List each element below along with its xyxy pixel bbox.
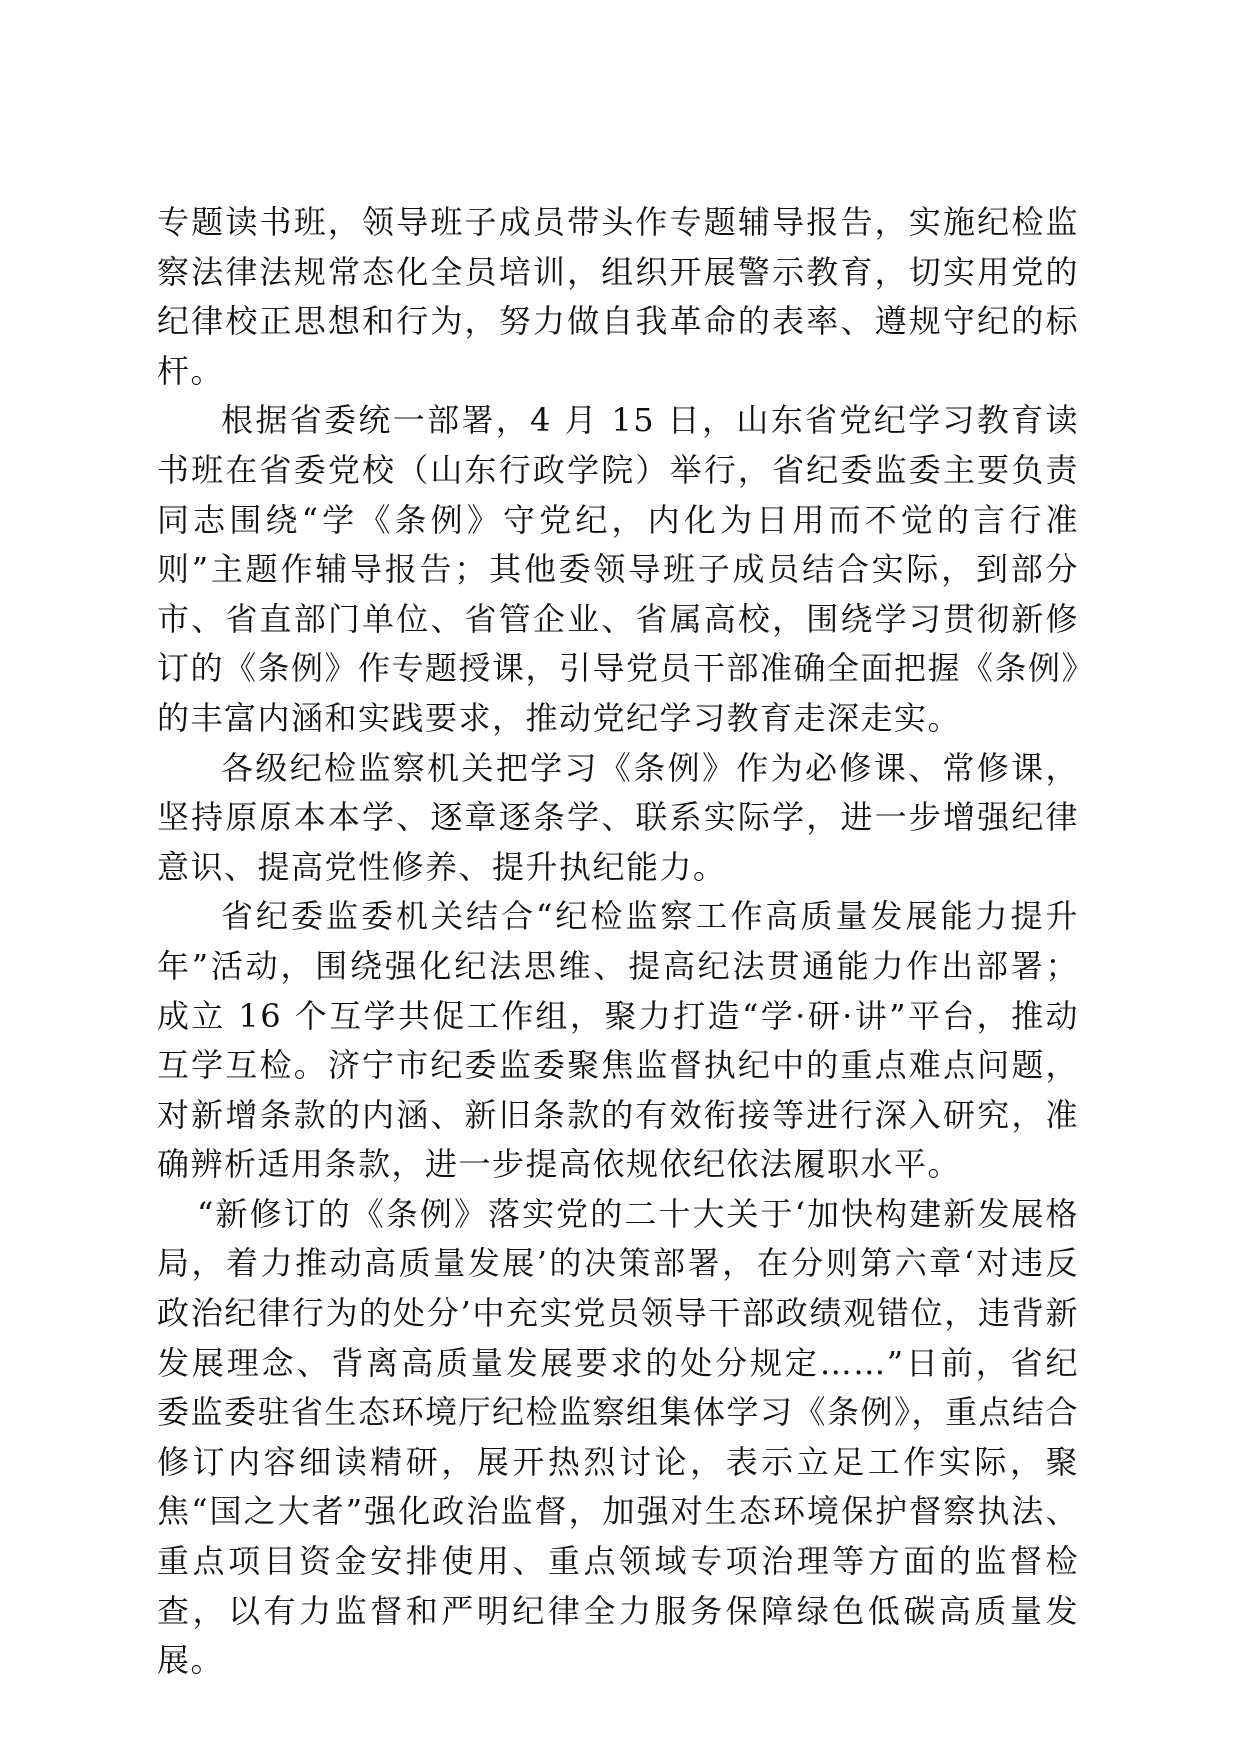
paragraph-1: 专题读书班，领导班子成员带头作专题辅导报告，实施纪检监察法律法规常态化全员培训，组织开展警示教育，切实用党的纪律校正思想和行为，努力做自我革命的表率、遵规守纪的标杆。	[157, 203, 1079, 390]
paragraph-4: 省纪委监委机关结合“纪检监察工作高质量发展能力提升年”活动，围绕强化纪法思维、提高纪法贯通能力作出部署；成立 16 个互学共促工作组，聚力打造“学·研·讲”平台，推动互学互检。济宁市纪委监委聚焦监督执纪中的重点难点问题，对新增条款的内涵、新旧条款的有效衔接等进行深入研究，准确辨析适用条款，进一步提高依规依纪依法履职水平。	[157, 897, 1079, 1184]
paragraph-2: 根据省委统一部署，4 月 15 日，山东省党纪学习教育读书班在省委党校（山东行政学院）举行，省纪委监委主要负责同志围绕“学《条例》守党纪，内化为日用而不觉的言行准则”主题作辅导报告；其他委领导班子成员结合实际，到部分市、省直部门单位、省管企业、省属高校，围绕学习贯彻新修订的《条例》作专题授课，引导党员干部准确全面把握《条例》的丰富内涵和实践要求，推动党纪学习教育走深走实。	[157, 401, 1080, 737]
paragraph-3: 各级纪检监察机关把学习《条例》作为必修课、常修课，坚持原原本本学、逐章逐条学、联系实际学，进一步增强纪律意识、提高党性修养、提升执纪能力。	[157, 748, 1079, 886]
paragraph-5: “新修订的《条例》落实党的二十大关于‘加快构建新发展格局，着力推动高质量发展’的决策部署，在分则第六章‘对违反政治纪律行为的处分’中充实党员领导干部政绩观错位，违背新发展理念、背离高质量发展要求的处分规定……”日前，省纪委监委驻省生态环境厅纪检监察组集体学习《条例》，重点结合修订内容细读精研，展开热烈讨论，表示立足工作实际，聚焦“国之大者”强化政治监督，加强对生态环境保护督察执法、重点项目资金安排使用、重点领域专项治理等方面的监督检查，以有力监督和严明纪律全力服务保障绿色低碳高质量发展。	[157, 1194, 1080, 1680]
document-body	[157, 198, 1079, 1686]
